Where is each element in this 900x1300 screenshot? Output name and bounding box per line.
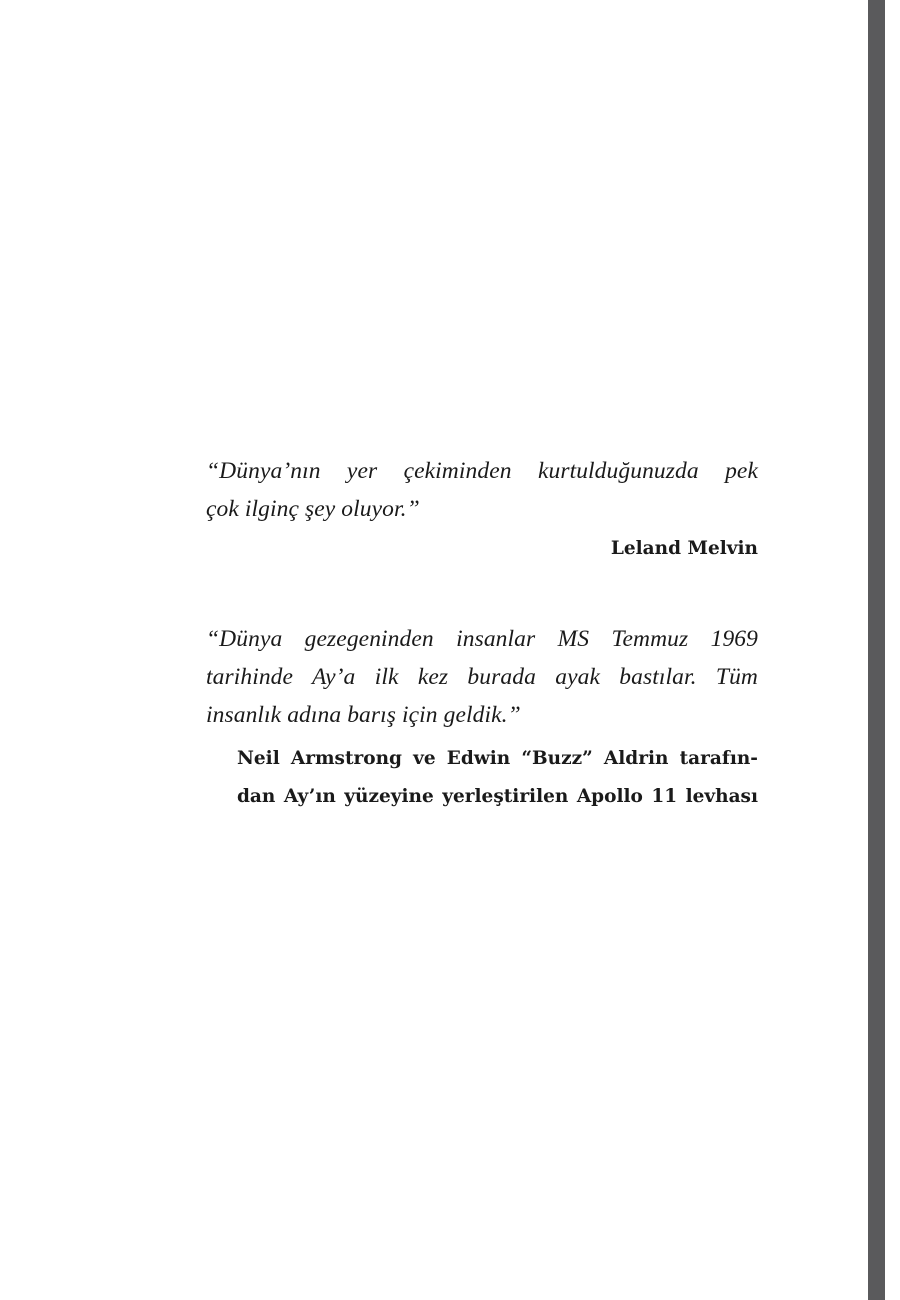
attribution-line: dan Ay’ın yüzeyine yerleştirilen Apollo 11 levhası bbox=[237, 786, 758, 807]
epigraph-quote-2 bbox=[206, 620, 758, 816]
quote-line: “Dünya gezegeninden insanlar MS Temmuz 1969 bbox=[206, 626, 758, 652]
attribution-line: Neil Armstrong ve Edwin “Buzz” Aldrin tarafın- bbox=[237, 748, 758, 769]
quote-line: “Dünya’nın yer çekiminden kurtulduğunuzda pek bbox=[206, 458, 758, 484]
quote-attribution: Leland Melvin bbox=[610, 538, 758, 559]
page-edge-bar bbox=[868, 0, 885, 1300]
quote-attribution bbox=[237, 740, 758, 816]
epigraph-quote-1 bbox=[206, 452, 758, 564]
quote-text bbox=[206, 452, 758, 528]
quote-line: insanlık adına barış için geldik.” bbox=[206, 702, 521, 728]
quote-line: çok ilginç şey oluyor.” bbox=[206, 496, 420, 522]
quote-line: tarihinde Ay’a ilk kez burada ayak bastılar. Tüm bbox=[206, 664, 758, 690]
quote-text bbox=[206, 620, 758, 734]
